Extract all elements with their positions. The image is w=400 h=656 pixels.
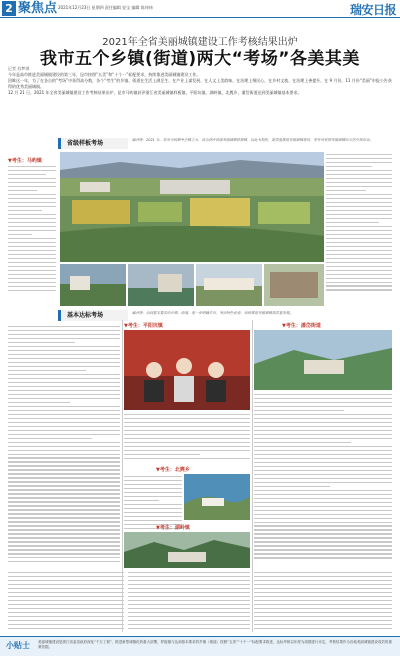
text-column: [254, 572, 392, 632]
text-column: [8, 326, 120, 566]
page-number: 2: [2, 1, 16, 16]
header-meta: 2021年12月23日 星期四 责任编辑 安宝 编辑 陈炜炜: [58, 5, 153, 10]
column-divider: [122, 320, 123, 632]
photo-mayu-mid: [128, 264, 194, 306]
section-bar-model: [58, 138, 128, 149]
article-kicker: 2021年全省美丽城镇建设工作考核结果出炉: [102, 37, 298, 48]
article-headline: 我市五个乡镇(街道)两大“考场”各美其美: [40, 49, 360, 69]
mountain-town-photo: [124, 532, 250, 568]
section-bar-basic: [58, 310, 128, 321]
section-title: 聚焦点: [18, 1, 58, 16]
newspaper-logo: 瑞安日报: [349, 3, 396, 17]
tag-pingyangkeng: ▼考生：平阳坑镇: [124, 323, 163, 329]
section-bar-title: 基本达标考场: [67, 312, 104, 319]
village-photo: [60, 264, 126, 306]
photo-huling: [124, 532, 250, 568]
photo-pingyangkeng: [124, 330, 250, 410]
article-byline: 记者 苏梦琪: [8, 66, 30, 71]
aerial-photo: [60, 152, 324, 262]
town-photo: [196, 264, 262, 306]
column-divider: [252, 320, 253, 632]
text-column: [254, 394, 392, 564]
photo-mayu-aerial: [60, 152, 324, 262]
tips-text: 美丽城镇建设是浙江省委省政府深化“千万工程”、推进新型城镇化的重大部署，样板镇与达到基本要求的乡镇（街道）按照“五美”“十个一”标配要求推进，达标考核以年度为周期进行评定，考核结果作为各地美丽城镇建设成效的重要依据。: [38, 640, 392, 649]
photo-mayu-left: [60, 264, 126, 306]
street-photo: [264, 264, 324, 306]
tag-pandai: ▼考生：潘岱街道: [282, 323, 321, 329]
section-note-model: 编者按：2021 年，我市马屿镇举全镇之力，成功获评省级美丽城镇样板镇，以此为契机，高质量推进美丽城镇建设，更有效发挥美丽城镇的示范引领作用。: [132, 138, 374, 142]
photo-beiji: [184, 474, 250, 520]
lead-paragraph: 12 月 21 日，2021 年全省美丽城镇建设工作考核结果出炉，昆市马屿镇获评浙江省美丽城镇样板镇、平阳坑镇、湖岭镇、北麂乡、潘岱街道达到美丽城镇基本要求。: [8, 90, 302, 95]
text-column: [8, 572, 124, 632]
tips-logo: 小贴士: [6, 641, 30, 650]
lead-paragraph: 回眸这一年，为了在各自的“考场”中获得高分数，各个“考生”的乡镇、街道在生活上满足生、在产业上谋发展、在人文上美韵味、在治理上聚民心，在乡村文旅、在治理上善提升，在 9 月份、11 月份“美丽”申报公告获得的优秀美丽城镇。: [8, 78, 392, 89]
section-note-basic: 编者按：达到基本要求的乡镇、街道，进一步明确方向，突出特色优势，加快推进美丽城镇高质量发展。: [132, 311, 293, 315]
photo-mayu-small: [264, 264, 324, 306]
section-bar-title: 省级样板考场: [67, 140, 104, 147]
page-header: [0, 0, 400, 18]
tag-huling: ▼考生：湖岭镇: [156, 525, 190, 531]
article-lead: [8, 72, 392, 96]
tag-beiji: ▼考生：北麂乡: [156, 467, 190, 473]
event-photo: [124, 330, 250, 410]
page-footer: [0, 636, 400, 656]
lead-paragraph: 今年是高市推进美丽城镇建设的第三年，昆市按照“五美”和“十个一”标配要求，持续推进美丽城镇建设工作。: [8, 72, 201, 77]
text-column: [8, 166, 56, 294]
riverside-photo: [128, 264, 194, 306]
tag-mayu: ▼考生：马屿镇: [8, 158, 42, 164]
text-column: [124, 414, 250, 464]
text-column: [326, 154, 392, 294]
photo-mayu-right: [196, 264, 262, 306]
photo-pandai: [254, 330, 392, 390]
landscape-photo: [254, 330, 392, 390]
island-photo: [184, 474, 250, 520]
text-column: [128, 572, 250, 632]
